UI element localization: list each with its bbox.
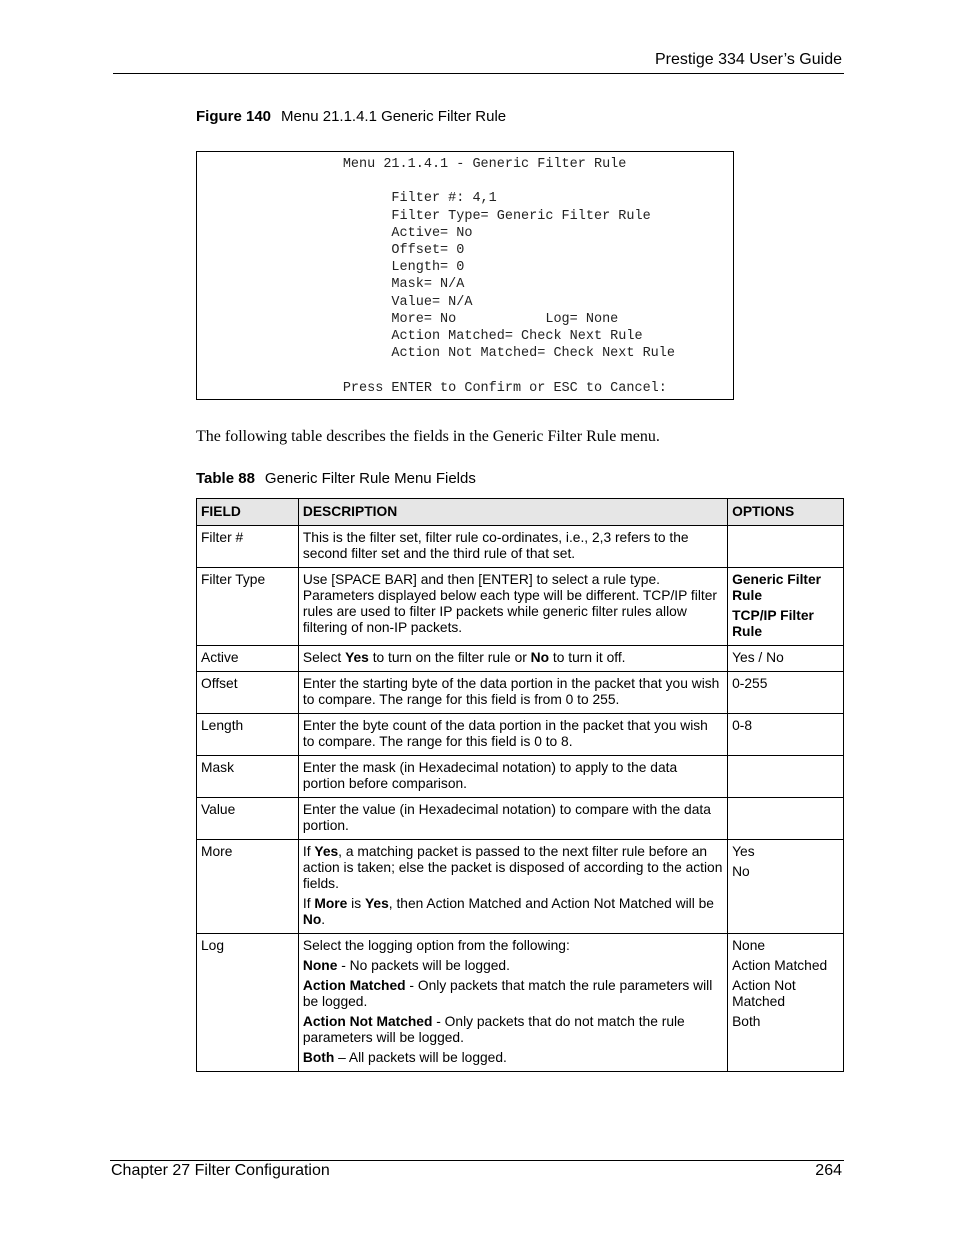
description-cell <box>298 646 727 672</box>
table-label: Table 88 <box>196 470 255 487</box>
table-row <box>197 934 844 1072</box>
field-cell: Mask <box>197 756 299 798</box>
option-value: Both <box>732 1014 761 1029</box>
description-cell <box>298 756 727 798</box>
description-paragraph: Action Not Matched - Only packets that do not match the rule parameters will be logged. <box>302 1014 685 1045</box>
options-cell <box>728 526 844 568</box>
description-cell <box>298 934 727 1072</box>
options-cell <box>728 840 844 934</box>
description-paragraph: Enter the starting byte of the data portion in the packet that you wish to compare. The range for this field is from 0 to 255. <box>302 676 720 707</box>
table-caption <box>196 470 476 487</box>
description-paragraph: This is the filter set, filter rule co-ordinates, i.e., 2,3 refers to the second filter set and the third rule of that set. <box>302 530 689 561</box>
field-cell: Offset <box>197 672 299 714</box>
footer-page-number: 264 <box>815 1162 842 1179</box>
table-row <box>197 646 844 672</box>
description-paragraph: Enter the byte count of the data portion in the packet that you wish to compare. The range for this field is 0 to 8. <box>302 718 708 749</box>
fields-table <box>196 498 844 1072</box>
table-row <box>197 756 844 798</box>
field-cell: Length <box>197 714 299 756</box>
description-paragraph: Select the logging option from the following: <box>302 938 570 953</box>
description-paragraph: If More is Yes, then Action Matched and Action Not Matched will be No. <box>302 896 714 927</box>
table-row <box>197 526 844 568</box>
header-field: FIELD <box>197 499 299 526</box>
field-cell: More <box>197 840 299 934</box>
options-cell <box>728 934 844 1072</box>
options-cell <box>728 568 844 646</box>
description-cell <box>298 672 727 714</box>
description-paragraph: Use [SPACE BAR] and then [ENTER] to select a rule type. Parameters displayed below each type will be different. TCP/IP filter rules are used to filter IP packets while generic filter rules allow filtering of non-IP packets. <box>302 572 717 635</box>
option-value: Action Not Matched <box>732 978 796 1009</box>
table-row <box>197 672 844 714</box>
description-paragraph: None - No packets will be logged. <box>302 958 510 973</box>
option-value: Action Matched <box>732 958 828 973</box>
footer-rule <box>110 1160 844 1161</box>
option-value: Yes <box>732 844 755 859</box>
description-paragraph: Enter the value (in Hexadecimal notation) to compare with the data portion. <box>302 802 711 833</box>
field-cell: Value <box>197 798 299 840</box>
options-cell <box>728 646 844 672</box>
header-options: OPTIONS <box>728 499 844 526</box>
option-value: 0-255 <box>732 676 768 691</box>
options-cell <box>728 714 844 756</box>
figure-title: Menu 21.1.4.1 Generic Filter Rule <box>281 108 507 125</box>
table-title: Generic Filter Rule Menu Fields <box>264 470 476 487</box>
description-cell <box>298 714 727 756</box>
field-cell: Log <box>197 934 299 1072</box>
menu-screen-box <box>196 151 734 400</box>
figure-caption <box>196 108 506 125</box>
description-paragraph: If Yes, a matching packet is passed to the next filter rule before an action is taken; else the packet is disposed of according to the action fields. <box>302 844 723 891</box>
table-row <box>197 568 844 646</box>
description-paragraph: Select Yes to turn on the filter rule or No to turn it off. <box>302 650 626 665</box>
option-value: Generic Filter Rule <box>732 572 822 603</box>
description-cell <box>298 798 727 840</box>
field-cell: Filter # <box>197 526 299 568</box>
description-cell <box>298 840 727 934</box>
running-header-title: Prestige 334 User’s Guide <box>654 51 842 68</box>
description-cell <box>298 526 727 568</box>
option-value: TCP/IP Filter Rule <box>732 608 814 639</box>
table-header-row <box>197 499 844 526</box>
field-cell: Active <box>197 646 299 672</box>
description-paragraph: Enter the mask (in Hexadecimal notation) to apply to the data portion before comparison. <box>302 760 678 791</box>
field-cell: Filter Type <box>197 568 299 646</box>
header-rule <box>113 73 844 74</box>
options-cell <box>728 756 844 798</box>
table-row <box>197 714 844 756</box>
intro-paragraph: The following table describes the fields in the Generic Filter Rule menu. <box>196 428 660 445</box>
option-value: None <box>732 938 766 953</box>
description-paragraph: Action Matched - Only packets that match the rule parameters will be logged. <box>302 978 713 1009</box>
figure-label: Figure 140 <box>196 108 272 125</box>
menu-screen-text: Menu 21.1.4.1 - Generic Filter Rule Filter #: 4,1 Filter Type= Generic Filter Rule Active= No Offset= 0 Length= 0 Mask= N/A Value= N/A More= No Log= None Action Matched= Check Next Rule Action Not Matched= Check Next Rule Press ENTER to Confirm or ESC to Cancel: <box>342 157 675 396</box>
option-value: Yes / No <box>732 650 784 665</box>
header-description: DESCRIPTION <box>298 499 727 526</box>
footer-chapter: Chapter 27 Filter Configuration <box>111 1162 330 1179</box>
option-value: 0-8 <box>732 718 753 733</box>
table-row <box>197 840 844 934</box>
option-value: No <box>732 864 750 879</box>
description-paragraph: Both – All packets will be logged. <box>302 1050 507 1065</box>
options-cell <box>728 798 844 840</box>
options-cell <box>728 672 844 714</box>
table-row <box>197 798 844 840</box>
description-cell <box>298 568 727 646</box>
